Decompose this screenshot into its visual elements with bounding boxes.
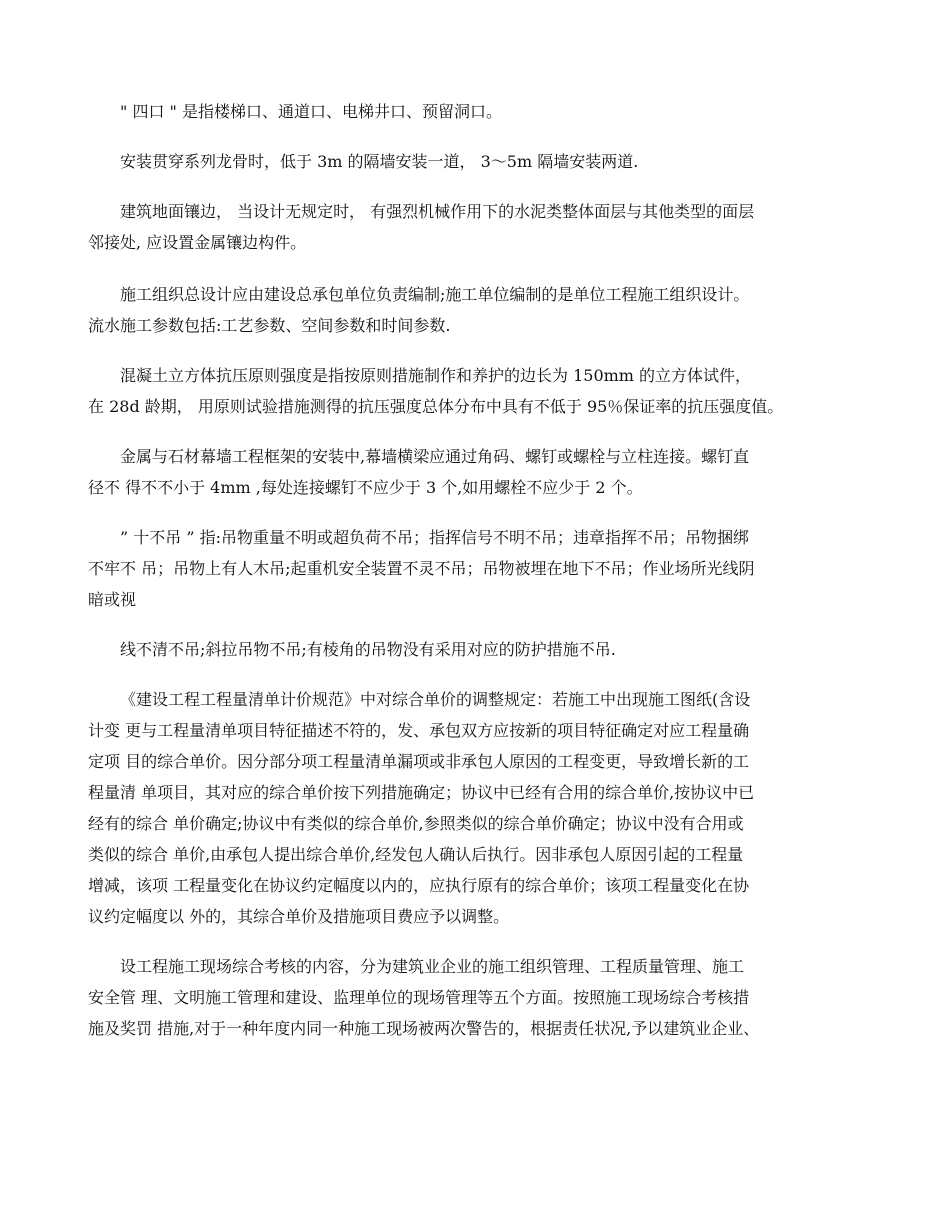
text-line: 建筑地面镶边， 当设计无规定时， 有强烈机械作用下的水泥类整体面层与其他类型的面层: [120, 202, 755, 221]
paragraph-ten-no-lift: [88, 522, 868, 615]
text-line: 施及奖罚 措施,对于一种年度内同一种施工现场被两次警告的，根据责任状况,予以建筑业企业、: [88, 1019, 760, 1038]
text-line: 定项 目的综合单价。因分部分项工程量清单漏项或非承包人原因的工程变更，导致增长新的工: [88, 752, 750, 771]
paragraph-keel-installation: [88, 146, 868, 177]
text-line: 流水施工参数包括:工艺参数、空间参数和时间参数.: [88, 316, 451, 335]
paragraph-four-openings: [88, 96, 868, 127]
paragraph-concrete-strength: [88, 360, 868, 422]
text-line: 议约定幅度以 外的，其综合单价及措施项目费应予以调整。: [88, 907, 510, 926]
text-line: 施工组织总设计应由建设总承包单位负责编制;施工单位编制的是单位工程施工组织设计。: [120, 285, 750, 304]
text-line: 邻接处, 应设置金属镶边构件。: [88, 233, 307, 252]
paragraph-floor-edging: [88, 196, 868, 258]
text-line: 在 28d 龄期， 用原则试验措施测得的抗压强度总体分布中具有不低于 95％保证率的抗压强度值。: [88, 397, 784, 416]
text-line: " 四口 " 是指楼梯口、通道口、电梯井口、预留洞口。: [120, 102, 502, 121]
document-page: [88, 96, 868, 1044]
text-line: 设工程施工现场综合考核的内容，分为建筑业企业的施工组织管理、工程质量管理、施工: [120, 957, 745, 976]
paragraph-site-assessment: [88, 951, 868, 1044]
paragraph-ten-no-lift-continued: [88, 634, 868, 665]
text-line: 暗或视: [88, 590, 137, 609]
text-line: 不牢不 吊；吊物上有人木吊;起重机安全装置不灵不吊；吊物被埋在地下不吊；作业场所光线阴: [88, 559, 755, 578]
paragraph-unit-price-adjustment: [88, 684, 868, 932]
text-line: ” 十不吊 ” 指:吊物重量不明或超负荷不吊；指挥信号不明不吊；违章指挥不吊；吊物捆绑: [120, 528, 750, 547]
text-line: 经有的综合 单价确定;协议中有类似的综合单价,参照类似的综合单价确定；协议中没有合用或: [88, 814, 744, 833]
paragraph-construction-organization: [88, 279, 868, 341]
text-line: 增减，该项 工程量变化在协议约定幅度以内的，应执行原有的综合单价；该项工程量变化在协: [88, 876, 750, 895]
text-line: 径不 得不不小于 4mm ,每处连接螺钉不应少于 3 个,如用螺栓不应少于 2 个。: [88, 478, 643, 497]
paragraph-curtain-wall: [88, 441, 868, 503]
text-line: 混凝土立方体抗压原则强度是指按原则措施制作和养护的边长为 150mm 的立方体试件，: [120, 366, 752, 385]
text-line: 安装贯穿系列龙骨时，低于 3m 的隔墙安装一道， 3～5m 隔墙安装两道.: [120, 152, 639, 171]
text-line: 线不清不吊;斜拉吊物不吊;有棱角的吊物没有采用对应的防护措施不吊.: [120, 640, 616, 659]
text-line: 安全管 理、文明施工管理和建设、监理单位的现场管理等五个方面。按照施工现场综合考核措: [88, 988, 750, 1007]
text-line: 金属与石材幕墙工程框架的安装中,幕墙横梁应通过角码、螺钉或螺栓与立柱连接。螺钉直: [120, 447, 750, 466]
text-line: 程量清 单项目，其对应的综合单价按下列措施确定；协议中已经有合用的综合单价,按协议中已: [88, 783, 755, 802]
text-line: 类似的综合 单价,由承包人提出综合单价,经发包人确认后执行。因非承包人原因引起的工程量: [88, 845, 744, 864]
text-line: 计变 更与工程量清单项目特征描述不符的，发、承包双方应按新的项目特征确定对应工程量确: [88, 721, 750, 740]
text-line: 《建设工程工程量清单计价规范》中对综合单价的调整规定：若施工中出现施工图纸(含设: [120, 690, 751, 709]
